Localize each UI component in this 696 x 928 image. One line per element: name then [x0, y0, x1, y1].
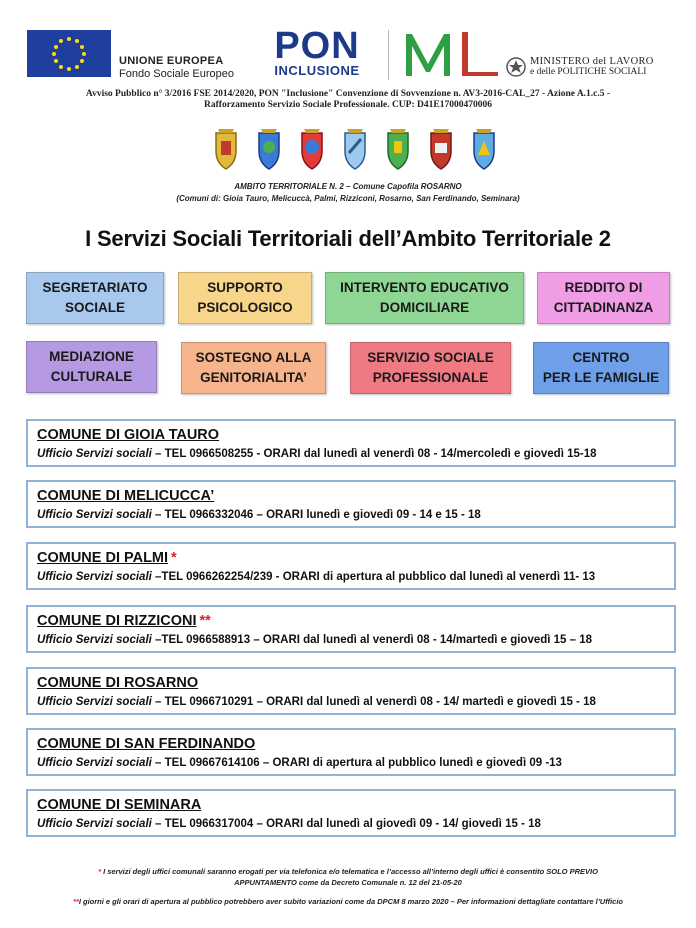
avviso-text	[30, 89, 666, 111]
comune-mark: *	[171, 550, 177, 566]
comune-name: COMUNE DI ROSARNO	[37, 675, 199, 691]
eu-label	[119, 55, 234, 81]
ambito-heading: AMBITO TERRITORIALE N. 2 – Comune Capofila ROSARNO	[234, 182, 462, 191]
comune-info	[37, 634, 592, 646]
pon-subtitle: INCLUSIONE	[274, 63, 360, 78]
comune-office: Ufficio Servizi sociali	[37, 757, 152, 769]
comune-box-rizziconi	[26, 605, 676, 653]
service-tile-reddito-cittadinanza	[537, 272, 670, 324]
municipal-crests	[210, 127, 500, 175]
service-label-line1: CENTRO	[572, 350, 630, 365]
comune-name: COMUNE DI SEMINARA	[37, 797, 202, 813]
comune-contact: – TEL 09667614106 – ORARI di apertura al pubblico lunedì e giovedì 09 -13	[151, 757, 562, 769]
service-tile-servizio-sociale-professionale	[350, 342, 511, 394]
comune-box-rosarno	[26, 667, 676, 715]
ambito-comuni-list: (Comuni di: Gioia Tauro, Melicuccà, Palmi, Rizziconi, Rosarno, San Ferdinando, Seminara)	[176, 194, 520, 203]
footnote-line1: I servizi degli uffici comunali saranno erogati per via telefonica e/o telematica e l’accesso all’interno degli uffici è consentito SOLO PREVIO	[100, 867, 598, 876]
comune-office: Ufficio Servizi sociali	[37, 818, 152, 830]
comune-box-seminara	[26, 789, 676, 837]
comune-box-melicucca	[26, 480, 676, 528]
crest-icon	[210, 127, 242, 173]
comune-info	[37, 448, 597, 460]
comune-contact: – TEL 0966332046 – ORARI lunedì e giovedì 09 - 14 e 15 - 18	[151, 509, 481, 521]
comune-box-palmi	[26, 542, 676, 590]
comune-contact: – TEL 0966508255 - ORARI dal lunedì al venerdì 08 - 14/mercoledì e giovedì 15-18	[151, 448, 597, 460]
comune-name: COMUNE DI SAN FERDINANDO	[37, 736, 256, 752]
eu-stars-icon	[27, 30, 111, 77]
footnote-mark: **	[73, 897, 79, 906]
service-tile-mediazione-culturale	[26, 341, 157, 393]
comune-info	[37, 757, 562, 769]
eu-label-line1: UNIONE EUROPEA	[119, 55, 224, 67]
ministero-label	[530, 56, 654, 78]
comune-box-san-ferdinando	[26, 728, 676, 776]
comune-contact: – TEL 0966710291 – ORARI dal lunedì al venerdì 08 - 14/ martedì e giovedì 15 - 18	[151, 696, 596, 708]
comune-box-gioia-tauro	[26, 419, 676, 467]
footnote-single-star	[0, 866, 696, 888]
service-label-line2: CITTADINANZA	[553, 300, 654, 315]
comune-office: Ufficio Servizi sociali	[37, 696, 152, 708]
footnote-double-star	[0, 897, 696, 906]
service-label-line2: CULTURALE	[50, 369, 133, 384]
header-divider	[388, 30, 389, 80]
crest-icon	[339, 127, 371, 173]
service-label-line1: SEGRETARIATO	[42, 280, 148, 295]
ministero-ml-logo	[402, 28, 502, 80]
footnote-mark: *	[98, 867, 101, 876]
ml-monogram-icon	[402, 28, 502, 80]
comune-info	[37, 696, 596, 708]
avviso-line1: Avviso Pubblico n° 3/2016 FSE 2014/2020, PON "Inclusione" Convenzione di Sovvenzione n. AV3-2016-CAL_27 - Azione A.1.c.5 -	[85, 89, 611, 99]
service-label-line1: INTERVENTO EDUCATIVO	[340, 280, 509, 295]
service-label-line1: SERVIZIO SOCIALE	[367, 350, 494, 365]
comune-contact: –TEL 0966588913 – ORARI dal lunedì al venerdì 08 - 14/martedì e giovedì 15 – 18	[151, 634, 593, 646]
service-label-line2: PSICOLOGICO	[197, 300, 293, 315]
service-tile-centro-famiglie	[533, 342, 669, 394]
service-label-line1: SUPPORTO	[207, 280, 283, 295]
service-label-line1: SOSTEGNO ALLA	[195, 350, 312, 365]
comune-name: COMUNE DI MELICUCCA’	[37, 488, 215, 504]
comune-info	[37, 571, 595, 583]
crest-icon	[382, 127, 414, 173]
crest-icon	[468, 127, 500, 173]
footnote-line2: APPUNTAMENTO come da Decreto Comunale n. 12 del 21-05-20	[234, 878, 462, 887]
service-label-line2: DOMICILIARE	[379, 300, 470, 315]
service-label-line1: REDDITO DI	[564, 280, 643, 295]
service-label-line2: PROFESSIONALE	[372, 370, 489, 385]
service-tile-intervento-educativo	[325, 272, 524, 324]
service-label-line2: GENITORIALITA’	[200, 370, 307, 385]
page-title: I Servizi Sociali Territoriali dell’Ambito Territoriale 2	[85, 226, 611, 251]
footnote-text: I giorni e gli orari di apertura al pubblico potrebbero aver subito variazioni come da DPCM 8 marzo 2020 – Per informazioni dettagliate contattare l’Ufficio	[78, 897, 623, 906]
ministero-line2: e delle POLITICHE SOCIALI	[530, 67, 647, 77]
comune-contact: –TEL 0966262254/239 - ORARI di apertura al pubblico dal lunedì al venerdì 11- 13	[151, 571, 596, 583]
comune-mark: **	[199, 613, 211, 629]
crest-icon	[425, 127, 457, 173]
service-tile-sostegno-genitorialita	[181, 342, 326, 394]
pon-inclusione-logo	[258, 25, 376, 78]
italian-emblem-icon	[506, 56, 526, 78]
service-label-line2: PER LE FAMIGLIE	[542, 370, 660, 385]
comune-office: Ufficio Servizi sociali	[37, 509, 152, 521]
comune-name: COMUNE DI GIOIA TAURO	[37, 427, 220, 443]
comune-name: COMUNE DI PALMI *	[37, 550, 177, 566]
eu-label-line2: Fondo Sociale Europeo	[119, 68, 234, 80]
comune-office: Ufficio Servizi sociali	[37, 571, 152, 583]
comune-name: COMUNE DI RIZZICONI **	[37, 613, 211, 629]
crest-icon	[253, 127, 285, 173]
service-label-line1: MEDIAZIONE	[49, 349, 134, 364]
service-tile-segretariato	[26, 272, 164, 324]
comune-info	[37, 509, 481, 521]
comune-office: Ufficio Servizi sociali	[37, 634, 152, 646]
avviso-line2: Rafforzamento Servizio Sociale Professionale. CUP: D41E17000470006	[204, 100, 492, 110]
comune-office: Ufficio Servizi sociali	[37, 448, 152, 460]
ministero-line1: MINISTERO del LAVORO	[530, 56, 654, 67]
comune-info	[37, 818, 541, 830]
eu-flag-logo	[27, 30, 111, 77]
comune-contact: – TEL 0966317004 – ORARI dal lunedì al giovedì 09 - 14/ giovedì 15 - 18	[151, 818, 541, 830]
service-label-line2: SOCIALE	[64, 300, 125, 315]
pon-word: PON	[274, 25, 360, 67]
crest-icon	[296, 127, 328, 173]
service-tile-supporto-psicologico	[178, 272, 312, 324]
